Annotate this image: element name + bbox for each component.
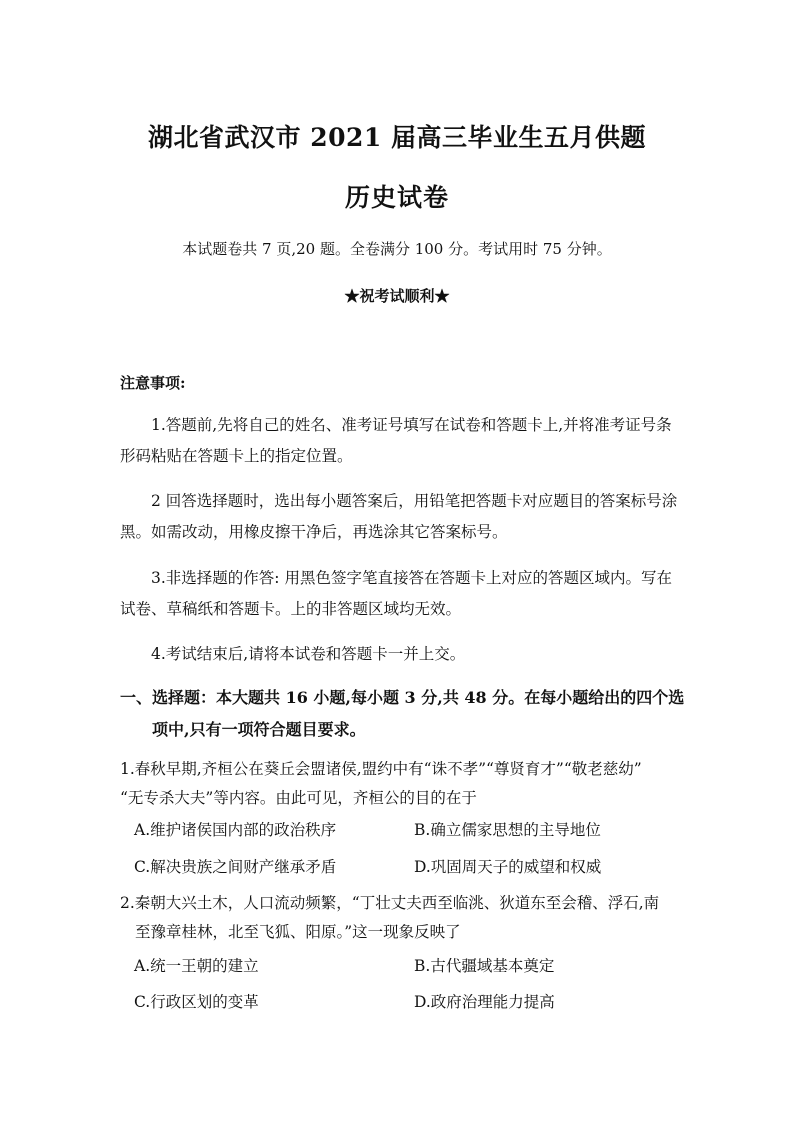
question-2-stem-line-1: 2.秦朝大兴土木，人口流动频繁，“丁壮丈夫西至临洮、狄道东至会稽、浮石,南 [120, 894, 660, 912]
question-1 [120, 755, 690, 813]
question-1-option-a: A.维护诸侯国内部的政治秩序 [134, 821, 337, 839]
question-1-stem-line-1: 1.春秋早期,齐桓公在葵丘会盟诸侯,盟约中有“诛不孝”“尊贤育才”“敬老慈幼” [120, 760, 642, 778]
question-2-option-d: D.政府治理能力提高 [414, 993, 555, 1011]
exam-title: 湖北省武汉市 2021 届高三毕业生五月供题 [148, 123, 646, 152]
exam-subtitle: 历史试卷 [344, 183, 449, 212]
section-heading-line-2: 项中,只有一项符合题目要求。 [152, 720, 366, 739]
question-2-stem-line-2: 至豫章桂林，北至飞狐、阳原。”这一现象反映了 [135, 923, 461, 941]
good-luck-line: ★祝考试顺利★ [344, 287, 450, 305]
section-heading-line-1: 一、选择题：本大题共 16 小题,每小题 3 分,共 48 分。在每小题给出的四个选 [120, 688, 685, 707]
question-1-stem-line-2: “无专杀大夫”等内容。由此可见，齐桓公的目的在于 [120, 789, 477, 807]
question-2-option-c: C.行政区划的变革 [134, 993, 259, 1011]
notice-item-2: 2 回答选择题时，选出每小题答案后，用铅笔把答题卡对应题目的答案标号涂黑。如需改动，用橡皮擦干净后，再选涂其它答案标号。 [120, 492, 678, 541]
notice-item-3: 3.非选择题的作答: 用黑色签字笔直接答在答题卡上对应的答题区域内。写在试卷、草稿纸和答题卡。上的非答题区域均无效。 [120, 569, 672, 618]
question-2 [120, 889, 690, 947]
notice-heading: 注意事项: [120, 374, 186, 392]
notice-item-4: 4.考试结束后,请将本试卷和答题卡一并上交。 [151, 645, 466, 663]
question-1-option-c: C.解决贵族之间财产继承矛盾 [134, 858, 337, 876]
question-2-option-b: B.古代疆域基本奠定 [414, 957, 555, 975]
section-heading [120, 682, 690, 746]
question-1-option-b: B.确立儒家思想的主导地位 [414, 821, 601, 839]
question-2-option-a: A.统一王朝的建立 [134, 957, 259, 975]
notice-item-1: 1.答题前,先将自己的姓名、准考证号填写在试卷和答题卡上,并将准考证号条形码粘贴在答题卡上的指定位置。 [120, 416, 672, 465]
question-1-option-d: D.巩固周天子的威望和权威 [414, 858, 602, 876]
exam-meta: 本试题卷共 7 页,20 题。全卷满分 100 分。考试用时 75 分钟。 [182, 240, 612, 258]
